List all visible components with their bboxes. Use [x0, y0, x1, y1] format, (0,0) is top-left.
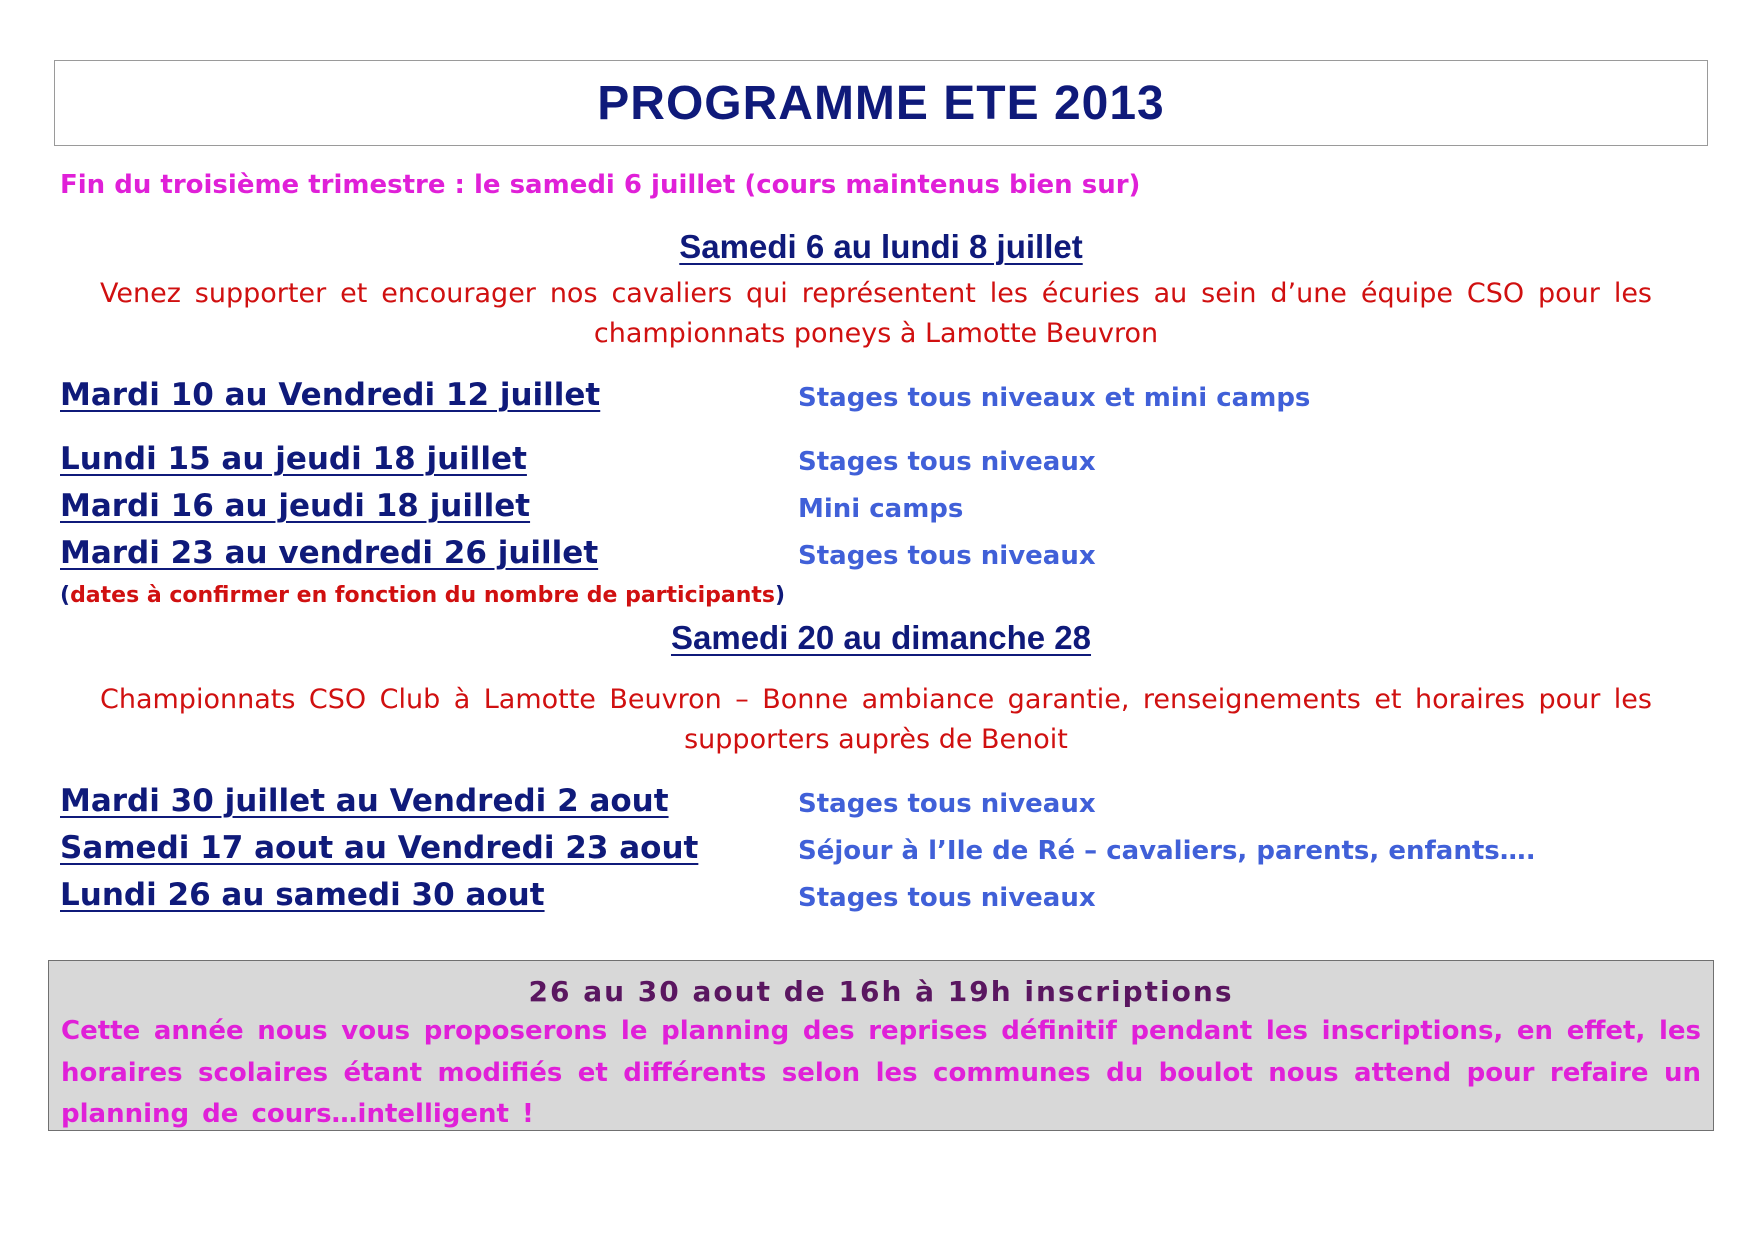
- page-title: PROGRAMME ETE 2013: [597, 76, 1165, 130]
- schedule-date: Mardi 23 au vendredi 26 juillet: [60, 535, 599, 571]
- schedule-date: Samedi 17 aout au Vendredi 23 aout: [60, 830, 699, 866]
- dates-note: [60, 583, 785, 608]
- schedule-desc: Stages tous niveaux: [798, 883, 1096, 913]
- intro-text: Fin du troisième trimestre : le samedi 6 juillet (cours maintenus bien sur): [60, 170, 1141, 200]
- section1-heading: Samedi 6 au lundi 8 juillet: [679, 228, 1083, 265]
- schedule-date: Mardi 30 juillet au Vendredi 2 aout: [60, 783, 669, 819]
- inscriptions-box: [48, 960, 1714, 1131]
- section1-text: Venez supporter et encourager nos cavaliers qui représentent les écuries au sein d’une équipe CSO pour les championnats poneys à Lamotte Beuvron: [100, 278, 1652, 349]
- schedule-desc: Stages tous niveaux et mini camps: [798, 383, 1311, 413]
- schedule-date: Lundi 26 au samedi 30 aout: [60, 877, 545, 913]
- note-text: dates à confirmer en fonction du nombre de participants: [70, 583, 776, 608]
- schedule-desc: Stages tous niveaux: [798, 447, 1096, 477]
- schedule-date: Mardi 16 au jeudi 18 juillet: [60, 488, 531, 524]
- inscriptions-text: Cette année nous vous proposerons le planning des reprises définitif pendant les inscriptions, en effet, les horaires scolaires étant modifiés et différents selon les communes du boulot nous attend pour refaire un planning de cours…intelligent !: [61, 1016, 1701, 1129]
- schedule-date: Mardi 10 au Vendredi 12 juillet: [60, 377, 601, 413]
- schedule-desc: Mini camps: [798, 494, 964, 524]
- schedule-desc: Stages tous niveaux: [798, 789, 1096, 819]
- schedule-desc: Stages tous niveaux: [798, 541, 1096, 571]
- inscriptions-heading: 26 au 30 aout de 16h à 19h inscriptions: [528, 975, 1234, 1008]
- section2-heading: Samedi 20 au dimanche 28: [670, 619, 1092, 656]
- schedule-desc: Séjour à l’Ile de Ré – cavaliers, parents, enfants….: [798, 836, 1536, 866]
- section2-text: Championnats CSO Club à Lamotte Beuvron – Bonne ambiance garantie, renseignements et horaires pour les supporters auprès de Benoit: [100, 684, 1652, 755]
- note-close: ): [775, 583, 786, 608]
- schedule-date: Lundi 15 au jeudi 18 juillet: [60, 441, 527, 477]
- note-open: (: [60, 583, 71, 608]
- title-box: [54, 60, 1708, 146]
